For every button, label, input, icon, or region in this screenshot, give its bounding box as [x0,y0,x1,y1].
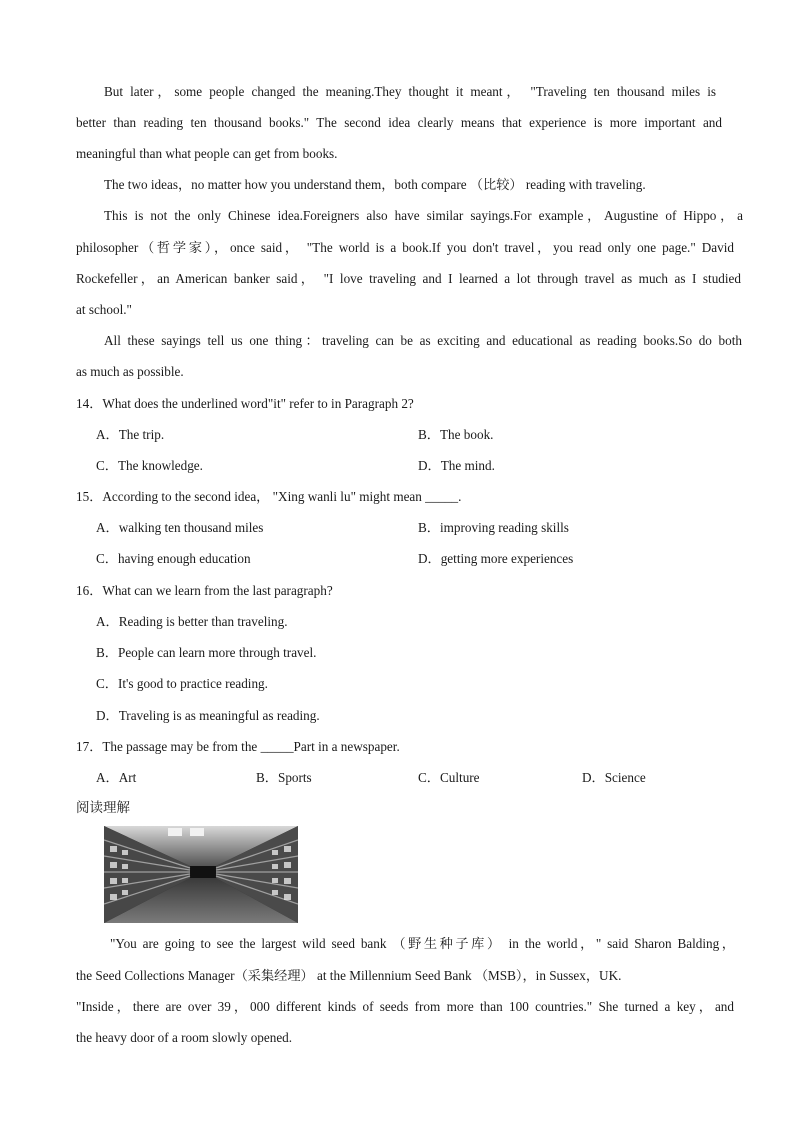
passage-line: The two ideas，no matter how you understand them，both compare （比较） reading with traveling. [104,177,646,192]
question-14-stem: 14．What does the underlined word"it" refer to in Paragraph 2? [76,396,414,411]
section2-line: the Seed Collections Manager（采集经理） at the Millennium Seed Bank （MSB），in Sussex，UK. [76,968,622,983]
section2-line: the heavy door of a room slowly opened. [76,1030,293,1045]
passage-line: philosopher（哲学家），once said， "The world is a book.If you don't travel，you read only one page." David [76,240,734,255]
passage-line: But later，some people changed the meaning.They thought it meant， "Traveling ten thousand miles is [104,84,716,99]
question-17-option-c[interactable]: C．Culture [418,770,480,785]
seed-bank-photo [104,826,298,923]
passage-line: This is not the only Chinese idea.Foreigners also have similar sayings.For example，Augustine of Hippo，a [104,208,743,223]
question-15-stem: 15．According to the second idea， "Xing wanli lu" might mean _____. [76,489,462,504]
section2-line: "You are going to see the largest wild seed bank （野生种子库） in the world，" said Sharon Balding， [110,936,735,951]
question-15-option-d[interactable]: D．getting more experiences [418,551,574,566]
question-17-option-b[interactable]: B．Sports [256,770,312,785]
passage-line: Rockefeller，an American banker said， "I love traveling and I learned a lot through travel as much as I studied [76,271,741,286]
question-17-stem: 17．The passage may be from the _____Part in a newspaper. [76,739,400,754]
question-15-option-b[interactable]: B．improving reading skills [418,520,569,535]
section2-line: "Inside，there are over 39，000 different kinds of seeds from more than 100 countries." She turned a key，and [76,999,734,1014]
passage-line: All these sayings tell us one thing：traveling can be as exciting and educational as reading books.So do both [104,333,742,348]
question-17-option-a[interactable]: A．Art [96,770,137,785]
passage-line: at school." [76,302,132,317]
question-16-option-a[interactable]: A．Reading is better than traveling. [96,614,288,629]
question-16-stem: 16．What can we learn from the last paragraph? [76,583,333,598]
question-14-option-a[interactable]: A．The trip. [96,427,165,442]
question-16-option-b[interactable]: B．People can learn more through travel. [96,645,317,660]
question-14-option-b[interactable]: B．The book. [418,427,494,442]
section-heading: 阅读理解 [76,800,130,816]
question-16-option-d[interactable]: D．Traveling is as meaningful as reading. [96,708,320,723]
passage-line: meaningful than what people can get from books. [76,146,338,161]
question-17-option-d[interactable]: D．Science [582,770,646,785]
question-16-option-c[interactable]: C．It's good to practice reading. [96,676,268,691]
question-15-option-a[interactable]: A．walking ten thousand miles [96,520,264,535]
question-14-option-d[interactable]: D．The mind. [418,458,495,473]
question-14-option-c[interactable]: C．The knowledge. [96,458,203,473]
passage-line: as much as possible. [76,364,184,379]
question-15-option-c[interactable]: C．having enough education [96,551,251,566]
passage-line: better than reading ten thousand books." The second idea clearly means that experience is more important and [76,115,722,130]
